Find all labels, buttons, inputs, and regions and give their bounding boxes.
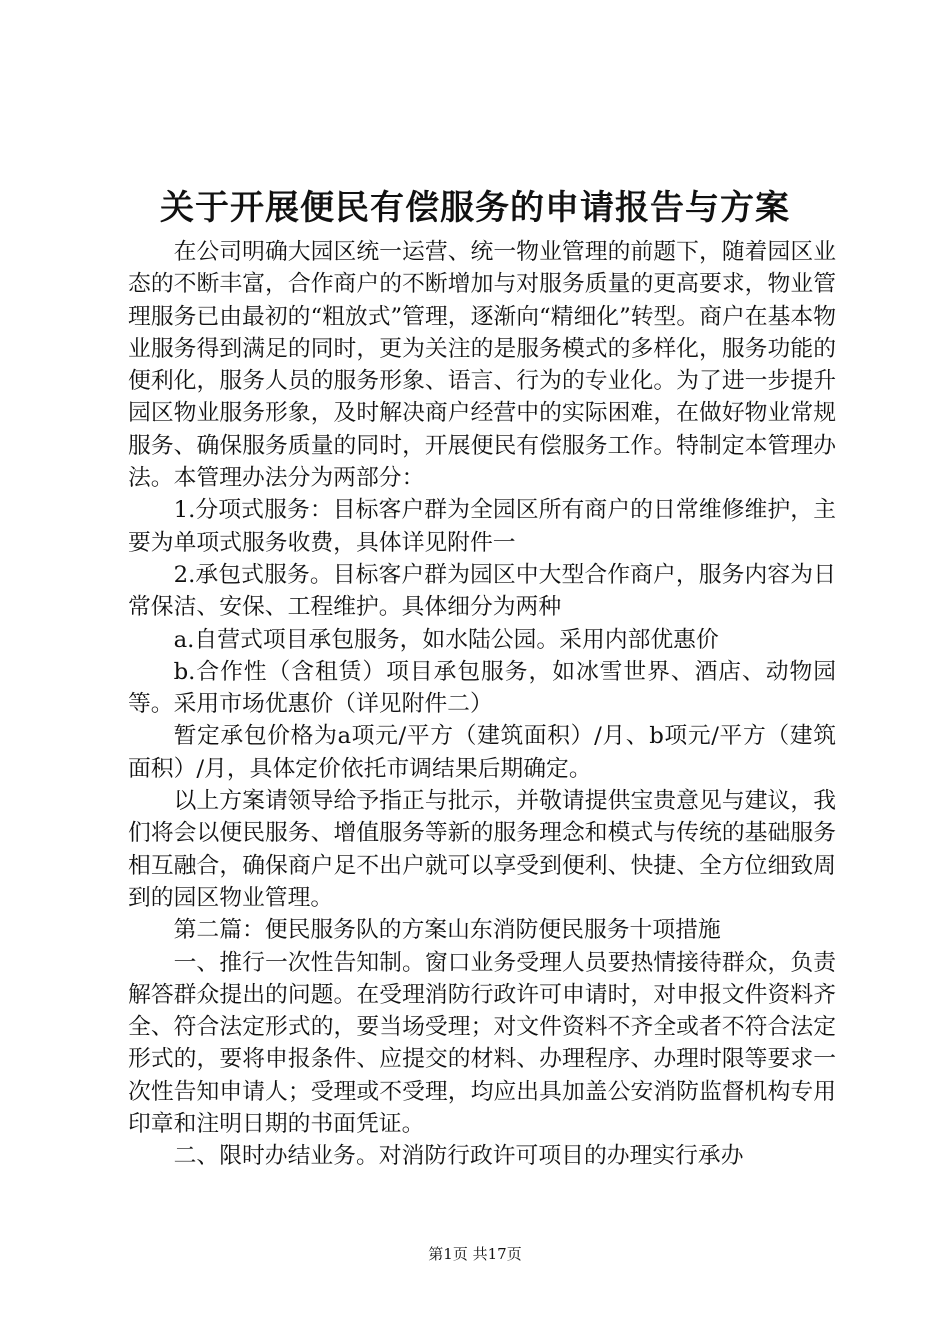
paragraph: 二、限时办结业务。对消防行政许可项目的办理实行承办	[173, 1143, 744, 1170]
paragraph: 一、推行一次性告知制。窗口业务受理人员要热情接待群众，负责解答群众提出的问题。在受理消防行政许可申请时，对申报文件资料齐全、符合法定形式的，要当场受理；对文件资料不齐全或者不符合法定形式的，要将申报条件、应提交的材料、办理程序、办理时限等要求一次性告知申请人；受理或不受理，均应出具加盖公安消防监督机构专用印章和注明日期的书面凭证。	[128, 949, 836, 1138]
page-number-footer: 第1页 共17页	[428, 1245, 522, 1263]
document-title: 关于开展便民有偿服务的申请报告与方案	[160, 188, 790, 228]
paragraph: 2.承包式服务。目标客户群为园区中大型合作商户，服务内容为日常保洁、安保、工程维护。具体细分为两种	[128, 561, 836, 621]
document-body	[128, 236, 836, 1173]
section-heading: 第二篇：便民服务队的方案山东消防便民服务十项措施	[173, 917, 721, 944]
paragraph: a.自营式项目承包服务，如水陆公园。采用内部优惠价	[173, 626, 719, 653]
paragraph: 暂定承包价格为a项元/平方（建筑面积）/月、b项元/平方（建筑面积）/月，具体定价依托市调结果后期确定。	[128, 723, 836, 782]
paragraph: 以上方案请领导给予指正与批示，并敬请提供宝贵意见与建议，我们将会以便民服务、增值服务等新的服务理念和模式与传统的基础服务相互融合，确保商户足不出户就可以享受到便利、快捷、全方位细致周到的园区物业管理。	[128, 788, 836, 911]
paragraph: 1.分项式服务：目标客户群为全园区所有商户的日常维修维护，主要为单项式服务收费，具体详见附件一	[128, 497, 836, 556]
paragraph: b.合作性（含租赁）项目承包服务，如冰雪世界、酒店、动物园等。采用市场优惠价（详见附件二）	[128, 658, 836, 718]
paragraph: 在公司明确大园区统一运营、统一物业管理的前题下，随着园区业态的不断丰富，合作商户的不断增加与对服务质量的更高要求，物业管理服务已由最初的“粗放式”管理，逐渐向“精细化”转型。商户在基本物业服务得到满足的同时，更为关注的是服务模式的多样化，服务功能的便利化，服务人员的服务形象、语言、行为的专业化。为了进一步提升园区物业服务形象，及时解决商户经营中的实际困难，在做好物业常规服务、确保服务质量的同时，开展便民有偿服务工作。特制定本管理办法。本管理办法分为两部分：	[128, 239, 836, 492]
